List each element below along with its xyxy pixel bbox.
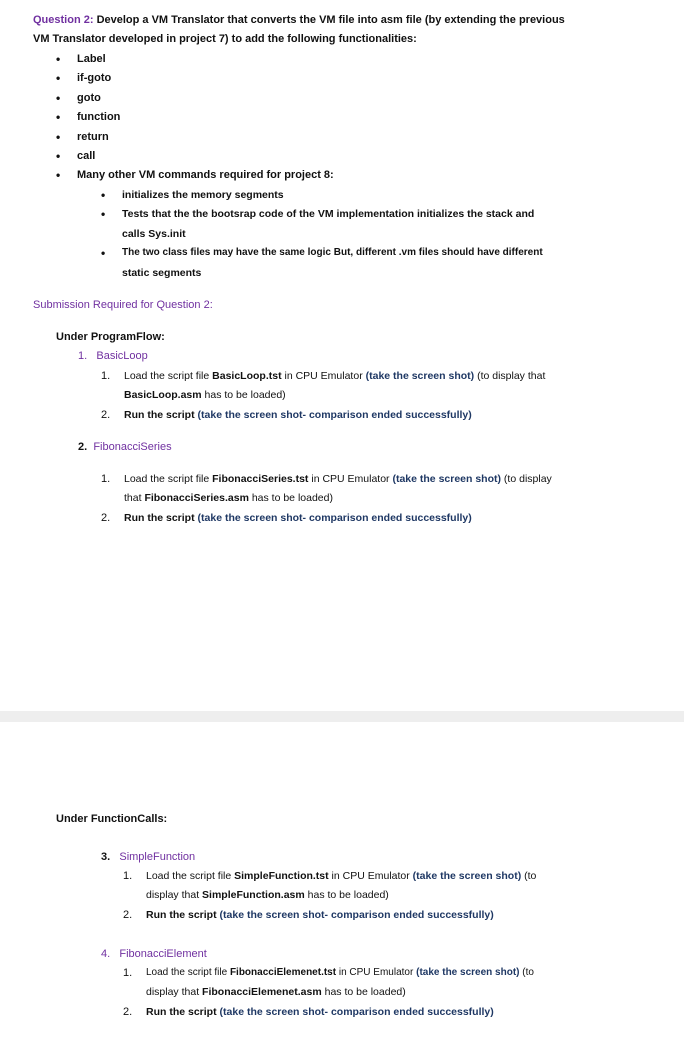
- question-label: Question 2:: [33, 14, 94, 26]
- step-number: 2.: [123, 909, 133, 921]
- simple-function-step2: [146, 908, 494, 922]
- step-text: that: [124, 492, 145, 504]
- step-text: in CPU Emulator: [281, 370, 366, 382]
- fibonacci-element-heading: [101, 947, 207, 961]
- other-item-3-line2: static segments: [122, 267, 202, 279]
- simple-function-step1-line1: [146, 869, 536, 883]
- step-number: 1.: [101, 473, 111, 485]
- screenshot-instruction: (take the screen shot): [416, 967, 520, 978]
- step-number: 2.: [101, 512, 111, 524]
- section-title: FibonacciSeries: [93, 441, 172, 453]
- bullet-icon: •: [56, 130, 61, 144]
- functionality-item: Label: [77, 53, 106, 65]
- section-title: FibonacciElement: [119, 948, 207, 960]
- step-text: Load the script file: [124, 473, 213, 485]
- bullet-icon: •: [56, 110, 61, 124]
- step-text: display that: [146, 986, 203, 998]
- basic-loop-step1-line2: [124, 388, 286, 402]
- functionality-item: if-goto: [77, 72, 112, 84]
- step-text: (to: [521, 870, 537, 882]
- step-number: 2.: [123, 1006, 133, 1018]
- script-filename: SimpleFunction.tst: [234, 870, 329, 882]
- fibonacci-element-step1-line2: [146, 985, 406, 999]
- fibonacci-series-step1-line1: [124, 472, 552, 486]
- screenshot-instruction: (take the screen shot- comparison ended successfully): [197, 409, 472, 421]
- section-title: SimpleFunction: [119, 851, 196, 863]
- step-text: (to: [519, 967, 534, 978]
- step-text: has to be loaded): [304, 889, 389, 901]
- step-text: has to be loaded): [248, 492, 333, 504]
- other-item-1: initializes the memory segments: [122, 189, 284, 201]
- functionality-item: call: [77, 150, 96, 162]
- screenshot-instruction: (take the screen shot): [412, 870, 522, 882]
- step-number: 1.: [123, 967, 133, 979]
- run-script-text: Run the script: [146, 1006, 220, 1018]
- step-text: (to display that: [474, 370, 546, 382]
- asm-filename: BasicLoop.asm: [124, 389, 202, 401]
- question-title-line1: [33, 13, 565, 27]
- section-number: 2.: [78, 441, 88, 453]
- page-break: [0, 711, 684, 722]
- step-text: has to be loaded): [321, 986, 406, 998]
- screenshot-instruction: (take the screen shot): [392, 473, 502, 485]
- section-number: 3.: [101, 851, 111, 863]
- other-item-2-line1: Tests that the the bootsrap code of the VM implementation initializes the stack and: [122, 208, 535, 220]
- screenshot-instruction: (take the screen shot): [365, 370, 475, 382]
- functionality-item: return: [77, 131, 109, 143]
- step-text: display that: [146, 889, 203, 901]
- bullet-icon: •: [56, 52, 61, 66]
- section-number: 1.: [78, 350, 88, 362]
- functionality-item: goto: [77, 92, 101, 104]
- asm-filename: FibonacciElemenet.asm: [202, 986, 322, 998]
- fibonacci-element-step2: [146, 1005, 494, 1019]
- step-text: has to be loaded): [201, 389, 286, 401]
- basic-loop-heading: [78, 349, 148, 363]
- screenshot-instruction: (take the screen shot- comparison ended successfully): [219, 1006, 494, 1018]
- step-text: Load the script file: [146, 967, 230, 978]
- screenshot-instruction: (take the screen shot- comparison ended successfully): [197, 512, 472, 524]
- step-text: in CPU Emulator: [308, 473, 393, 485]
- question-title-text: Develop a VM Translator that converts the VM file into asm file (by extending the previous: [96, 14, 565, 26]
- script-filename: FibonacciElemenet.tst: [229, 967, 337, 978]
- bullet-icon: •: [101, 188, 106, 202]
- script-filename: FibonacciSeries.tst: [212, 473, 309, 485]
- basic-loop-step2: [124, 408, 472, 422]
- basic-loop-step1-line1: [124, 369, 545, 383]
- bullet-icon: •: [101, 246, 106, 260]
- fibonacci-series-step1-line2: [124, 491, 333, 505]
- bullet-icon: •: [56, 71, 61, 85]
- functionality-item: function: [77, 111, 121, 123]
- function-calls-heading: Under FunctionCalls:: [56, 813, 168, 825]
- run-script-text: Run the script: [146, 909, 220, 921]
- run-script-text: Run the script: [124, 512, 198, 524]
- asm-filename: FibonacciSeries.asm: [144, 492, 249, 504]
- question-title-line2: VM Translator developed in project 7) to add the following functionalities:: [33, 33, 417, 45]
- section-number: 4.: [101, 948, 111, 960]
- step-text: in CPU Emulator: [328, 870, 413, 882]
- asm-filename: SimpleFunction.asm: [202, 889, 305, 901]
- step-number: 1.: [101, 370, 111, 382]
- step-text: (to display: [501, 473, 552, 485]
- step-text: Load the script file: [146, 870, 235, 882]
- screenshot-instruction: (take the screen shot- comparison ended successfully): [219, 909, 494, 921]
- script-filename: BasicLoop.tst: [212, 370, 282, 382]
- fibonacci-series-heading: [78, 440, 172, 454]
- bullet-icon: •: [56, 149, 61, 163]
- bullet-icon: •: [56, 168, 61, 182]
- simple-function-heading: [101, 850, 195, 864]
- simple-function-step1-line2: [146, 888, 389, 902]
- submission-heading: Submission Required for Question 2:: [33, 299, 213, 311]
- step-text: Load the script file: [124, 370, 213, 382]
- other-item-3-line1: The two class files may have the same logic But, different .vm files should have different: [122, 247, 543, 258]
- fibonacci-series-step2: [124, 511, 472, 525]
- other-commands-title: Many other VM commands required for project 8:: [77, 169, 334, 181]
- step-number: 1.: [123, 870, 133, 882]
- step-text: in CPU Emulator: [336, 967, 417, 978]
- other-item-2-line2: calls Sys.init: [122, 228, 186, 240]
- program-flow-heading: Under ProgramFlow:: [56, 331, 165, 343]
- fibonacci-element-step1-line1: [146, 966, 534, 980]
- bullet-icon: •: [56, 91, 61, 105]
- step-number: 2.: [101, 409, 111, 421]
- section-title: BasicLoop: [96, 350, 148, 362]
- run-script-text: Run the script: [124, 409, 198, 421]
- bullet-icon: •: [101, 207, 106, 221]
